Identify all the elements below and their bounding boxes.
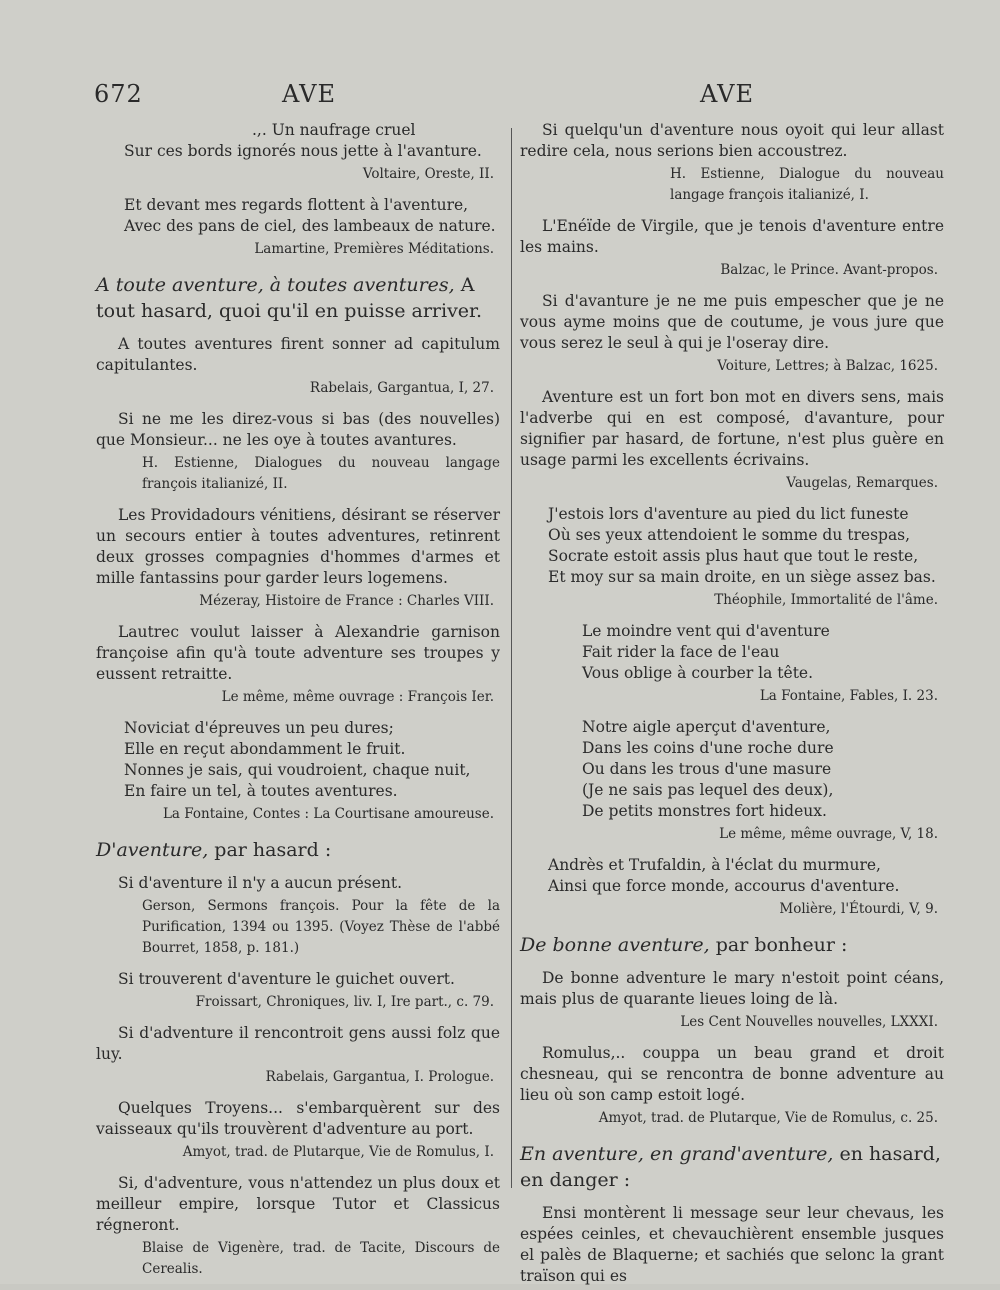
section-heading: A toute aventure, à toutes aventures, A tout hasard, quoi qu'il en puisse arriver. <box>96 274 483 322</box>
citation: Vaugelas, Remarques. <box>786 475 938 491</box>
verse-line: Et devant mes regards flottent à l'aventure, <box>124 196 469 214</box>
citation: H. Estienne, Dialogue du nouveau langage françois italianizé, I. <box>670 166 944 203</box>
citation: Balzac, le Prince. Avant-propos. <box>720 262 938 278</box>
section-heading: De bonne aventure, par bonheur : <box>520 934 848 956</box>
quotation: Lautrec voulut laisser à Alexandrie garnison françoise afin qu'à toute adventure ses troupes y eussent retraitte. <box>96 623 500 683</box>
verse-line: .,. Un naufrage cruel <box>252 121 416 139</box>
quotation: Si d'avanture je ne me puis empescher que je ne vous ayme moins que de coutume, je vous jure que vous serez le seul à qui je l'oseray dire. <box>520 292 944 352</box>
verse-line: Fait rider la face de l'eau <box>582 643 780 661</box>
verse-line: Noviciat d'épreuves un peu dures; <box>124 719 394 737</box>
quotation: Les Providadours vénitiens, désirant se réserver un secours entier à toutes adventures, retinrent deux grosses compagnies d'hommes d'armes et mille fantassins pour garder leurs logemens. <box>96 506 500 587</box>
citation: Gerson, Sermons françois. Pour la fête de la Purification, 1394 ou 1395. (Voyez Thèse de l'abbé Bourret, 1858, p. 181.) <box>142 898 500 956</box>
verse-line: Où ses yeux attendoient le somme du trespas, <box>548 526 911 544</box>
citation: Voltaire, Oreste, II. <box>362 166 494 182</box>
quotation: Si trouverent d'aventure le guichet ouvert. <box>118 970 455 988</box>
quotation: Si, d'adventure, vous n'attendez un plus doux et meilleur empire, lorsque Tutor et Classicus régneront. <box>96 1174 500 1234</box>
citation: Rabelais, Gargantua, I. Prologue. <box>265 1069 494 1085</box>
column-rule <box>511 128 512 1188</box>
left-column <box>96 120 500 1290</box>
citation: Les Cent Nouvelles nouvelles, LXXXI. <box>680 1014 938 1030</box>
section-heading: En aventure, en grand'aventure, en hasard, en danger : <box>520 1143 941 1191</box>
quotation: Si d'adventure il rencontroit gens aussi folz que luy. <box>96 1024 500 1063</box>
citation: Voiture, Lettres; à Balzac, 1625. <box>717 358 938 374</box>
verse-line: De petits monstres fort hideux. <box>582 802 827 820</box>
quotation: A toutes aventures firent sonner ad capitulum capitulantes. <box>96 335 500 374</box>
citation: Théophile, Immortalité de l'âme. <box>714 592 938 608</box>
quotation: Si quelqu'un d'aventure nous oyoit qui leur allast redire cela, nous serions bien accoustrez. <box>520 121 944 160</box>
page-number: 672 <box>94 80 143 108</box>
citation: La Fontaine, Contes : La Courtisane amoureuse. <box>162 806 494 822</box>
citation: Lamartine, Premières Méditations. <box>254 241 494 257</box>
verse-line: Ainsi que force monde, accourus d'aventure. <box>548 877 900 895</box>
verse-line: (Je ne sais pas lequel des deux), <box>582 781 834 799</box>
quotation: Quelques Troyens... s'embarquèrent sur des vaisseaux qu'ils trouvèrent d'adventure au port. <box>96 1099 500 1138</box>
citation: Molière, l'Étourdi, V, 9. <box>779 901 938 917</box>
right-column <box>520 120 944 1287</box>
right-running-head: AVE <box>700 80 754 108</box>
verse-line: Dans les coins d'une roche dure <box>582 739 834 757</box>
verse-line: Avec des pans de ciel, des lambeaux de nature. <box>124 217 496 235</box>
verse-line: Notre aigle aperçut d'aventure, <box>582 718 831 736</box>
verse-line: Le moindre vent qui d'aventure <box>582 622 830 640</box>
quotation: Aventure est un fort bon mot en divers sens, mais l'adverbe qui en est composé, d'avanture, pour signifier par hasard, de fortune, n'est plus guère en usage parmi les excellents écrivains. <box>520 388 944 469</box>
verse-line: Andrès et Trufaldin, à l'éclat du murmure, <box>548 856 881 874</box>
verse-line: Et moy sur sa main droite, en un siège assez bas. <box>548 568 936 586</box>
left-running-head: AVE <box>282 80 336 108</box>
verse-line: Vous oblige à courber la tête. <box>582 664 814 682</box>
citation: Blaise de Vigenère, trad. de Tacite, Discours de Cerealis. <box>142 1240 500 1277</box>
citation: Rabelais, Gargantua, I, 27. <box>309 380 494 396</box>
citation: Amyot, trad. de Plutarque, Vie de Romulus, c. 25. <box>598 1110 938 1126</box>
citation: Mézeray, Histoire de France : Charles VIII. <box>199 593 494 609</box>
verse-line: Elle en reçut abondamment le fruit. <box>124 740 406 758</box>
quotation: Si d'aventure il n'y a aucun présent. <box>118 874 403 892</box>
citation: Le même, même ouvrage : François Ier. <box>221 689 494 705</box>
verse-line: J'estois lors d'aventure au pied du lict funeste <box>548 505 909 523</box>
section-heading: D'aventure, par hasard : <box>96 839 332 861</box>
quotation: De bonne adventure le mary n'estoit point céans, mais plus de quarante lieues loing de là. <box>520 969 944 1008</box>
quotation: Si ne me les direz-vous si bas (des nouvelles) que Monsieur... ne les oye à toutes avantures. <box>96 410 500 449</box>
verse-line: Ou dans les trous d'une masure <box>582 760 832 778</box>
verse-line: Sur ces bords ignorés nous jette à l'avanture. <box>124 142 482 160</box>
quotation: Ensi montèrent li message seur leur chevaus, les espées ceinles, et chevauchièrent ensemble jusques el palès de Blaquerne; et sachiés que selonc la grant traïson qui es <box>520 1204 944 1285</box>
verse-line: Nonnes je sais, qui voudroient, chaque nuit, <box>124 761 471 779</box>
quotation: Romulus,.. couppa un beau grand et droit chesneau, qui se rencontra de bonne adventure au lieu où son camp estoit logé. <box>520 1044 944 1104</box>
citation: Froissart, Chroniques, liv. I, Ire part., c. 79. <box>195 994 494 1010</box>
verse-line: En faire un tel, à toutes aventures. <box>124 782 398 800</box>
quotation: L'Enéïde de Virgile, que je tenois d'aventure entre les mains. <box>520 217 944 256</box>
citation: Amyot, trad. de Plutarque, Vie de Romulus, I. <box>182 1144 494 1160</box>
verse-line: Socrate estoit assis plus haut que tout le reste, <box>548 547 919 565</box>
citation: La Fontaine, Fables, I. 23. <box>759 688 938 704</box>
citation: Le même, même ouvrage, V, 18. <box>719 826 938 842</box>
citation: H. Estienne, Dialogues du nouveau langage françois italianizé, II. <box>142 455 500 492</box>
